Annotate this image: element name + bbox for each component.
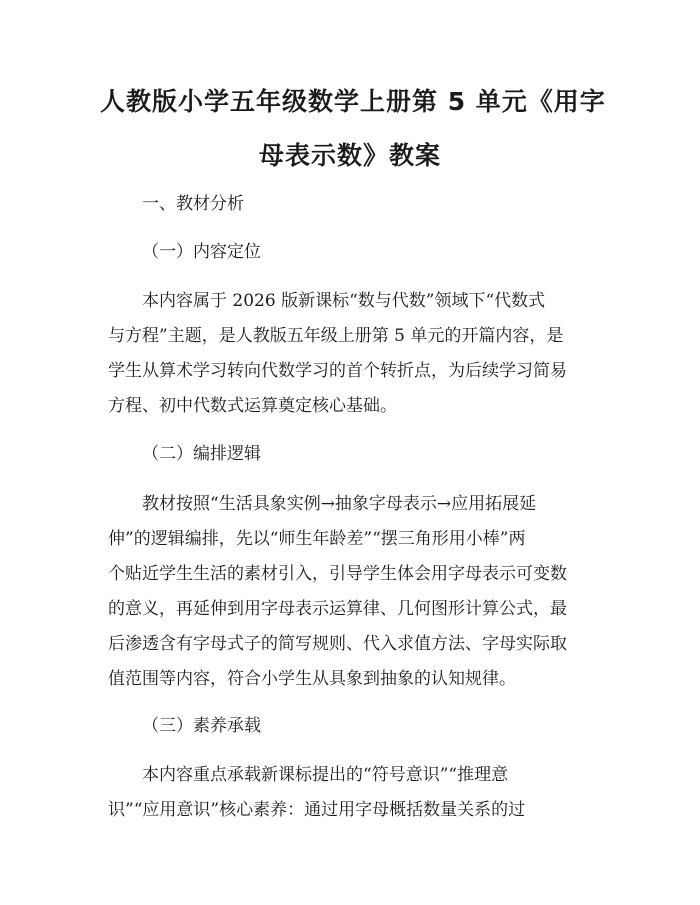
paragraph-line: 本内容属于 2026 版新课标“数与代数”领域下“代数式 xyxy=(142,291,546,311)
paragraph-line: 识”“应用意识”核心素养：通过用字母概括数量关系的过 xyxy=(108,800,526,820)
paragraph-line: 的意义，再延伸到用字母表示运算律、几何图形计算公式，最 xyxy=(108,599,567,619)
subsection-heading-literacy: （三）素养承载 xyxy=(142,716,261,736)
subsection-heading-positioning: （一）内容定位 xyxy=(142,242,261,262)
paragraph-line: 本内容重点承载新课标提出的“符号意识”“推理意 xyxy=(142,765,509,785)
paragraph-line: 伸”的逻辑编排，先以“师生年龄差”“摆三角形用小棒”两 xyxy=(108,529,526,549)
paragraph-line: 方程、初中代数式运算奠定核心基础。 xyxy=(108,396,397,416)
paragraph-line: 教材按照“生活具象实例→抽象字母表示→应用拓展延 xyxy=(142,494,537,514)
paragraph-line: 个贴近学生生活的素材引入，引导学生体会用字母表示可变数 xyxy=(108,564,567,584)
paragraph-line: 值范围等内容，符合小学生从具象到抽象的认知规律。 xyxy=(108,669,516,689)
paragraph-line: 学生从算术学习转向代数学习的首个转折点，为后续学习简易 xyxy=(108,361,567,381)
paragraph-line: 后渗透含有字母式子的简写规则、代入求值方法、字母实际取 xyxy=(108,634,567,654)
document-title-line-2: 母表示数》教案 xyxy=(258,141,441,170)
document-title-line-1: 人教版小学五年级数学上册第 5 单元《用字 xyxy=(100,87,606,116)
subsection-heading-logic: （二）编排逻辑 xyxy=(142,444,261,464)
paragraph-line: 与方程”主题，是人教版五年级上册第 5 单元的开篇内容，是 xyxy=(108,326,564,346)
section-heading-analysis: 一、教材分析 xyxy=(142,194,244,214)
